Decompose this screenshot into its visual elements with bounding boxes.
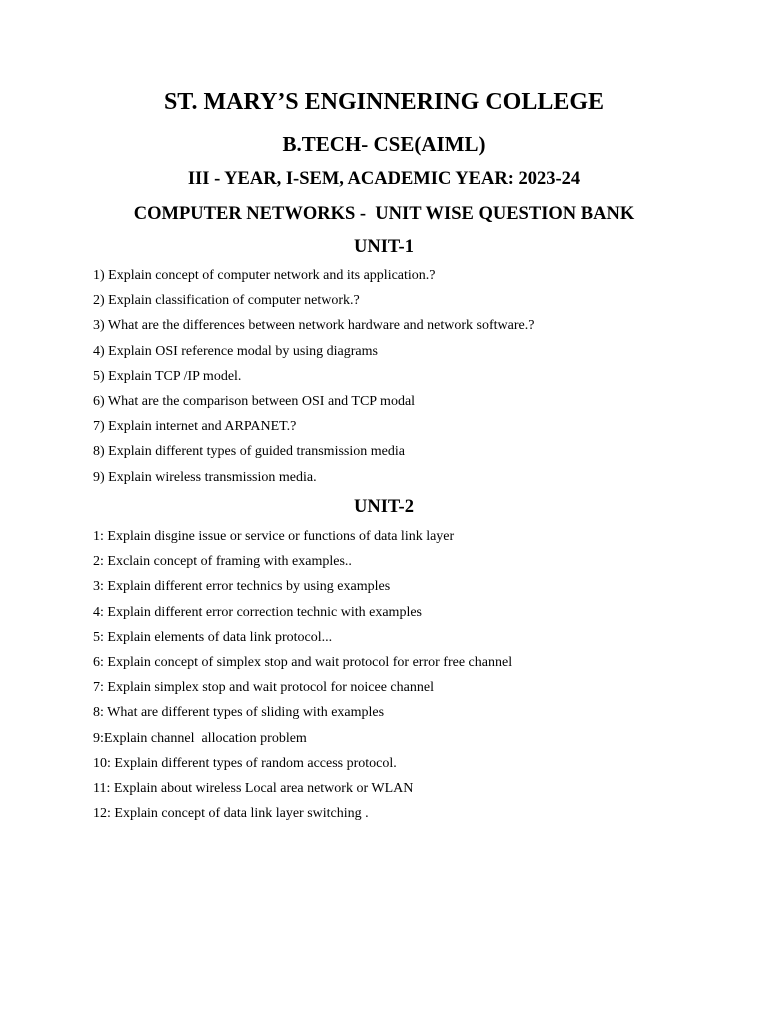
college-name: ST. MARY’S ENGINNERING COLLEGE (163, 89, 605, 115)
unit1-heading: UNIT-1 (354, 237, 414, 257)
question-item: 9) Explain wireless transmission media. (93, 469, 317, 485)
question-item: 1) Explain concept of computer network and its application.? (93, 268, 436, 283)
question-item: 2: Exclain concept of framing with examples.. (93, 554, 352, 570)
question-item: 3) What are the differences between network hardware and network software.? (93, 318, 535, 334)
question-item: 1: Explain disgine issue or service or functions of data link layer (93, 529, 455, 544)
question-item: 11: Explain about wireless Local area network or WLAN (93, 780, 414, 796)
question-item: 4: Explain different error correction technic with examples (93, 604, 422, 620)
question-item: 5) Explain TCP /IP model. (93, 368, 242, 384)
subject-title: COMPUTER NETWORKS - UNIT WISE QUESTION BANK (133, 204, 635, 224)
question-item: 6) What are the comparison between OSI and TCP modal (93, 393, 416, 409)
question-item: 6: Explain concept of simplex stop and wait protocol for error free channel (93, 654, 513, 670)
question-item: 7: Explain simplex stop and wait protocol for noicee channel (93, 680, 434, 696)
question-item: 8) Explain different types of guided transmission media (93, 444, 405, 460)
question-item: 8: What are different types of sliding with examples (93, 705, 385, 721)
unit2-heading: UNIT-2 (354, 497, 414, 517)
academic-year: III - YEAR, I-SEM, ACADEMIC YEAR: 2023-24 (187, 169, 581, 189)
program-title: B.TECH- CSE(AIML) (282, 132, 486, 156)
question-item: 12: Explain concept of data link layer switching . (93, 806, 369, 822)
question-item: 5: Explain elements of data link protocol... (93, 629, 333, 645)
question-item: 9:Explain channel allocation problem (93, 730, 307, 746)
question-item: 7) Explain internet and ARPANET.? (93, 419, 297, 435)
question-item: 3: Explain different error technics by using examples (93, 579, 391, 595)
question-item: 2) Explain classification of computer network.? (93, 293, 360, 309)
question-item: 10: Explain different types of random access protocol. (93, 755, 397, 771)
question-item: 4) Explain OSI reference modal by using diagrams (93, 343, 378, 359)
unit1-question-list (93, 267, 534, 494)
unit2-question-list (93, 528, 512, 830)
